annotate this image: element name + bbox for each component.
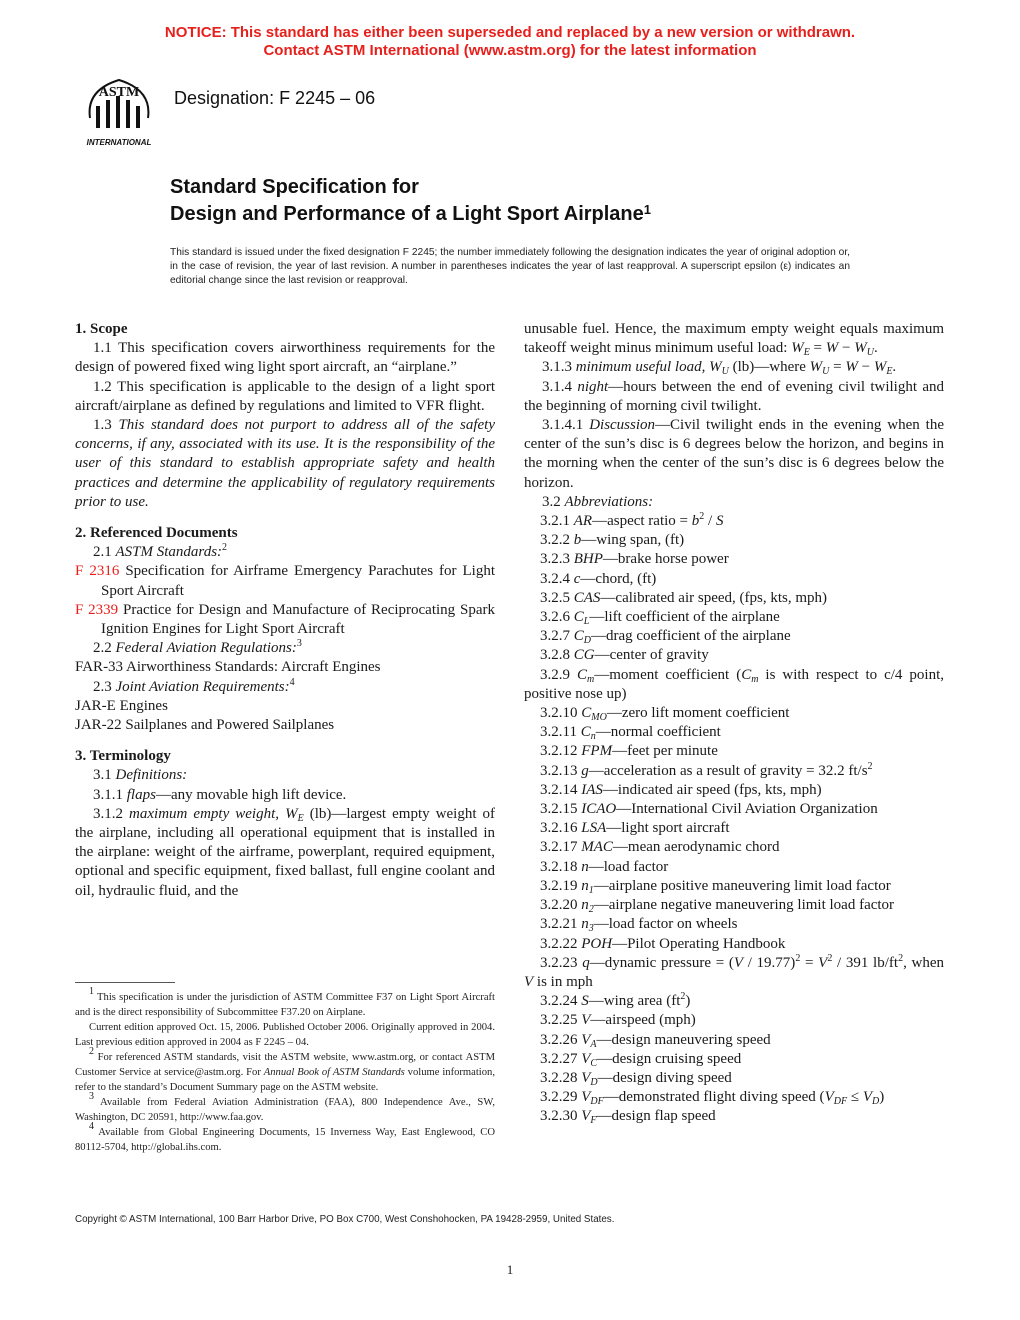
copyright-line: Copyright © ASTM International, 100 Barr Harbor Drive, PO Box C700, West Conshohocken, PA 19428-2959, United States. <box>75 1214 615 1225</box>
abbrev-3-2-20: 3.2.20 $n_2—airplane$ negative maneuvering limit load factor <box>540 897 895 916</box>
abbrev-3-2-4: 3.2.4 c—chord, (ft) <box>540 570 657 587</box>
document-title <box>170 174 651 228</box>
para-3-1-2-cont: unusable fuel. Hence, the maximum empty weight equals maximum takeoff weight minus minimum useful load: $W_E = W - W_U$. <box>524 321 944 359</box>
abbrev-3-2-18: 3.2.18 n—load factor <box>540 858 669 875</box>
abbrev-3-2-3: 3.2.3 BHP—brake horse power <box>540 551 729 568</box>
para-1-3: 1.3 This standard does not purport to address all of the safety concerns, if any, associated with its use. It is the responsibility of the user of this standard to establish appropriate safety and health practices and determine the applicability of regulatory requirements prior to use. <box>75 417 496 510</box>
left-column <box>75 320 495 901</box>
section-heading-refs: 2. Referenced Documents <box>75 525 238 542</box>
abbrev-3-2-9: 3.2.9 $C_m—moment$ coefficient ($C_m$ is with respect to c/4 point, positive nose up) <box>524 666 944 702</box>
abbrev-3-2-2: 3.2.2 b—wing span, (ft) <box>540 532 685 549</box>
para-3-1-4: 3.1.4 night—hours between the end of evening civil twilight and the beginning of morning civil twilight. <box>524 378 944 414</box>
abbrev-3-2-25: 3.2.25 V—airspeed (mph) <box>540 1012 696 1029</box>
abbrev-3-2-19: 3.2.19 $n_1—airplane$ positive maneuvering limit load factor <box>540 877 891 896</box>
footnote-4: $^4$ Available from Global Engineering Documents, 15 Inverness Way, East Englewood, CO 80112-5704, http://global.ihs.com. <box>75 1121 495 1153</box>
ref-f2316: F 2316 Specification for Airframe Emergency Parachutes for Light Sport Aircraft <box>75 563 496 599</box>
para-3-1-1: 3.1.1 flaps—any movable high lift device. <box>93 786 347 803</box>
abbrev-3-2-22: 3.2.22 POH—Pilot Operating Handbook <box>540 935 786 952</box>
abbrev-3-2-29: 3.2.29 $V_{DF}—demonstrated$ flight diving speed $(V_{DF} \le V_D)$ <box>540 1089 885 1108</box>
right-column <box>524 320 944 1127</box>
abbrev-3-2-16: 3.2.16 LSA—light sport aircraft <box>540 820 730 837</box>
logo-subtext: INTERNATIONAL <box>86 138 152 147</box>
footnote-1: $^1$ This specification is under the jurisdiction of ASTM Committee F37 on Light Sport Aircraft and is the direct responsibility of Subcommittee F37.20 on Airplane. <box>75 986 495 1018</box>
section-heading-scope: 1. Scope <box>75 321 128 337</box>
logo-text: ASTM <box>98 85 140 100</box>
abbrev-3-2-27: 3.2.27 $V_C—design$ cruising speed <box>540 1050 742 1069</box>
para-3-1-4-1: 3.1.4.1 Discussion—Civil twilight ends in the evening when the center of the sun’s disc is 6 degrees below the horizon, and begins in the morning when the center of the sun’s disc is 6 degrees below the horizon. <box>524 417 945 491</box>
abbrev-3-2-17: 3.2.17 MAC—mean aerodynamic chord <box>540 839 780 856</box>
page-number: 1 <box>506 1262 514 1277</box>
footnote-3: $^3$ Available from Federal Aviation Administration (FAA), 800 Independence Ave., SW, Washington, DC 20591, http://www.faa.gov. <box>75 1091 495 1123</box>
abbrev-3-2-11: 3.2.11 $C_n—normal$ coefficient <box>540 724 721 743</box>
footnote-rule <box>75 982 175 983</box>
ref-jar-e: JAR-E Engines <box>75 697 168 714</box>
para-1-1: 1.1 This specification covers airworthiness requirements for the design of powered fixed wing light sport aircraft, an “airplane.” <box>75 340 495 376</box>
section-heading-terminology: 3. Terminology <box>75 748 171 765</box>
abbrev-3-2-6: 3.2.6 $C_L—lift$ coefficient of the airplane <box>540 609 780 628</box>
abbrev-3-2-23: 3.2.23 q—dynamic pressure = $(V / 19.77)^2 = V^2 / 391$ $lb/ft^2$, when V is in mph <box>524 952 944 990</box>
abbrev-3-2-24: 3.2.24 S—wing area $(ft^2)$ <box>540 991 691 1010</box>
abbrev-3-2-7: 3.2.7 $C_D—drag$ coefficient of the airplane <box>540 628 791 647</box>
astm-logo <box>76 70 162 150</box>
link-f2316[interactable]: F 2316 <box>75 563 120 580</box>
abbrev-3-2-1: 3.2.1 AR—aspect ratio = $b^2$ / S <box>540 511 724 530</box>
para-3-1-2: 3.1.2 maximum empty weight, $W_E$ (lb)—largest empty weight of the airplane, including all operational equipment that is installed in the airplane: weight of the airframe, powerplant, required equipment, optional and specific equipment, fixed ballast, full engine coolant and oil, hydraulic fluid, and the <box>75 805 496 899</box>
abbrev-3-2-26: 3.2.26 $V_A—design$ maneuvering speed <box>540 1031 771 1050</box>
abbrev-3-2-15: 3.2.15 ICAO—International Civil Aviation Organization <box>540 801 878 818</box>
abbrev-3-2-8: 3.2.8 CG—center of gravity <box>540 647 709 664</box>
abbrev-3-2-30: 3.2.30 $V_F—design$ flap speed <box>540 1108 716 1127</box>
abbrev-3-2-10: 3.2.10 $C_{MO}—zero$ lift moment coefficient <box>540 705 790 724</box>
para-2-3: 2.3 Joint Aviation Requirements:$^4$ <box>93 676 295 695</box>
para-1-2: 1.2 This specification is applicable to the design of a light sport aircraft/airplane as defined by regulations and limited to VFR flight. <box>75 378 495 414</box>
abbrev-3-2-28: 3.2.28 $V_D—design$ diving speed <box>540 1069 732 1088</box>
para-3-2: 3.2 Abbreviations: <box>542 493 654 510</box>
title-line-2: Design and Performance of a Light Sport Airplane <box>170 203 644 225</box>
para-2-2: 2.2 Federal Aviation Regulations:$^3$ <box>93 638 302 657</box>
ref-jar-22: JAR-22 Sailplanes and Powered Sailplanes <box>75 717 335 734</box>
withdrawal-notice <box>0 24 1020 60</box>
preamble: This standard is issued under the fixed designation F 2245; the number immediately following the designation indicates the year of original adoption or, in the case of revision, the year of last revision. A number in parentheses indicates the year of last reapproval. A superscript epsilon (ε) indicates an editorial change since the last revision or reapproval. <box>170 247 850 286</box>
abbrev-3-2-14: 3.2.14 IAS—indicated air speed (fps, kts, mph) <box>540 781 822 798</box>
designation: Designation: F 2245 – 06 <box>174 88 376 108</box>
para-2-1: 2.1 ASTM Standards:$^2$ <box>93 542 228 561</box>
ref-f2339: F 2339 Practice for Design and Manufacture of Reciprocating Spark Ignition Engines for Light Sport Aircraft <box>75 601 495 638</box>
footnote-1-edition: Current edition approved Oct. 15, 2006. Published October 2006. Originally approved in 2004. Last previous edition approved in 2004 as F 2245 – 04. <box>75 1022 495 1048</box>
abbrev-3-2-21: 3.2.21 $n_3—load$ factor on wheels <box>540 916 738 935</box>
footnote-2: $^2$ For referenced ASTM standards, visit the ASTM website, www.astm.org, or contact ASTM Customer Service at service@astm.org. For Annual Book of ASTM Standards volume information, refer to the standard’s Document Summary page on the ASTM website. <box>75 1046 496 1093</box>
notice-line-2: Contact ASTM International (www.astm.org) for the latest information <box>263 42 757 59</box>
ref-far33: FAR-33 Airworthiness Standards: Aircraft Engines <box>75 659 381 676</box>
para-3-1: 3.1 Definitions: <box>93 767 188 784</box>
abbrev-3-2-5: 3.2.5 CAS—calibrated air speed, (fps, kts, mph) <box>540 589 828 606</box>
title-footnote-mark: 1 <box>643 202 652 217</box>
para-3-1-3: 3.1.3 minimum useful load, $W_U$ (lb)—where $W_U = W - W_E$. <box>542 359 897 378</box>
link-f2339[interactable]: F 2339 <box>75 601 119 618</box>
notice-line-1: NOTICE: This standard has either been superseded and replaced by a new version or withdrawn. <box>164 24 856 41</box>
abbrev-3-2-13: 3.2.13 g—acceleration as a result of gravity = 32.2 $ft/s^2$ <box>540 760 873 779</box>
footnotes <box>75 986 496 1155</box>
title-line-1: Standard Specification for <box>170 176 419 198</box>
abbrev-3-2-12: 3.2.12 FPM—feet per minute <box>540 743 718 760</box>
